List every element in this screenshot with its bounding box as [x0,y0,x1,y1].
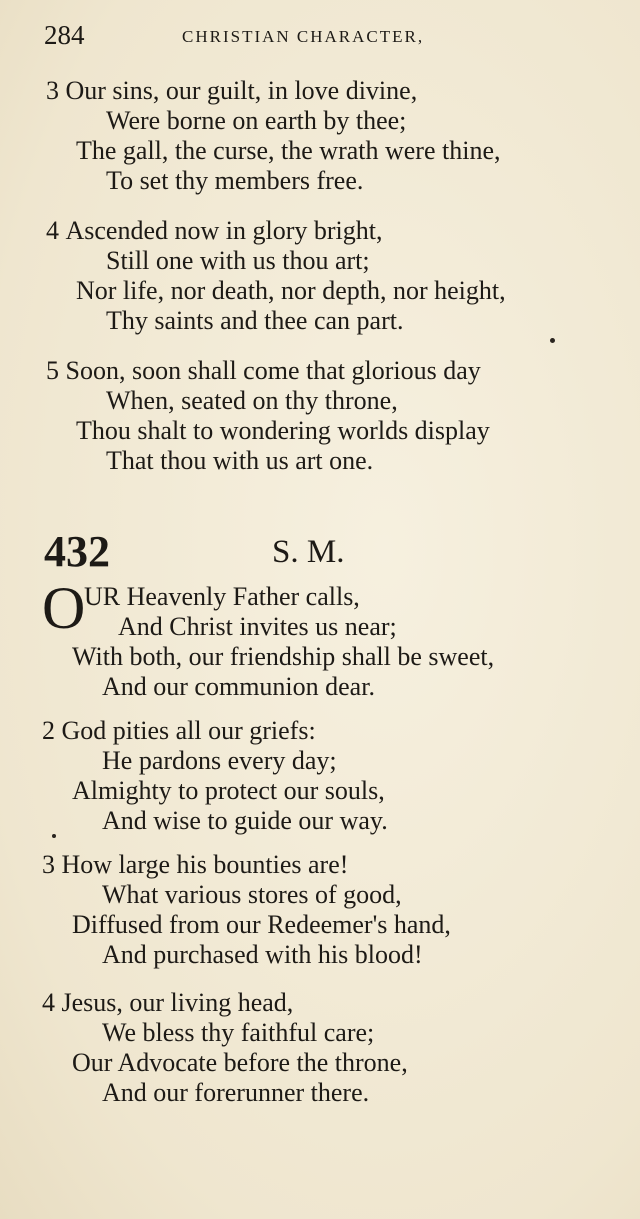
page-header [44,18,604,52]
verse-line: To set thy members free. [106,166,364,195]
verse-text: How large his bounties are! [61,850,349,879]
verse-line: And wise to guide our way. [102,806,388,835]
hymn-number: 432 [44,527,110,576]
verse-line: Our Advocate before the throne, [72,1048,408,1077]
verse-text: Jesus, our living head, [61,988,294,1017]
verse-text: Ascended now in glory bright, [65,216,383,245]
verse-line: The gall, the curse, the wrath were thine, [76,136,501,165]
stanza-line [46,356,481,386]
stanza-number: 5 [46,356,59,385]
verse-line: And Christ invites us near; [118,612,397,641]
verse-line: That thou with us art one. [106,446,374,475]
stanza-number: 3 [46,76,59,105]
ink-speck [550,338,555,343]
verse-line: Were borne on earth by thee; [106,106,407,135]
verse-line: Thy saints and thee can part. [106,306,404,335]
verse-line: When, seated on thy throne, [106,386,398,415]
stanza-line [42,716,316,746]
verse-line: Almighty to protect our souls, [72,776,385,805]
stanza-line [42,988,293,1018]
verse-line: And our communion dear. [102,672,375,701]
drop-cap: O [42,575,86,641]
verse-line: We bless thy faithful care; [102,1018,375,1047]
verse-line: Still one with us thou art; [106,246,370,275]
stanza-number: 3 [42,850,55,879]
stanza-line [46,76,417,106]
verse-line: Diffused from our Redeemer's hand, [72,910,451,939]
verse-line: He pardons every day; [102,746,337,775]
verse-line: Thou shalt to wondering worlds display [76,416,490,445]
verse-text: Soon, soon shall come that glorious day [65,356,481,385]
verse-line: And purchased with his blood! [102,940,423,969]
verse-text: Our sins, our guilt, in love divine, [65,76,418,105]
page-number: 284 [44,20,85,50]
verse-line: With both, our friendship shall be sweet, [72,642,495,671]
verse-line: UR Heavenly Father calls, [84,582,360,611]
stanza-number: 4 [42,988,55,1017]
ink-speck [52,834,56,838]
stanza-line [46,216,383,246]
stanza-number: 4 [46,216,59,245]
stanza-number: 2 [42,716,55,745]
verse-line: And our forerunner there. [102,1078,370,1107]
verse-text: God pities all our griefs: [61,716,316,745]
verse-line: Nor life, nor death, nor depth, nor height, [76,276,506,305]
verse-line: What various stores of good, [102,880,402,909]
stanza-line [42,850,348,880]
running-head: CHRISTIAN CHARACTER, [182,27,425,46]
hymn-meter: S. M. [272,534,345,570]
